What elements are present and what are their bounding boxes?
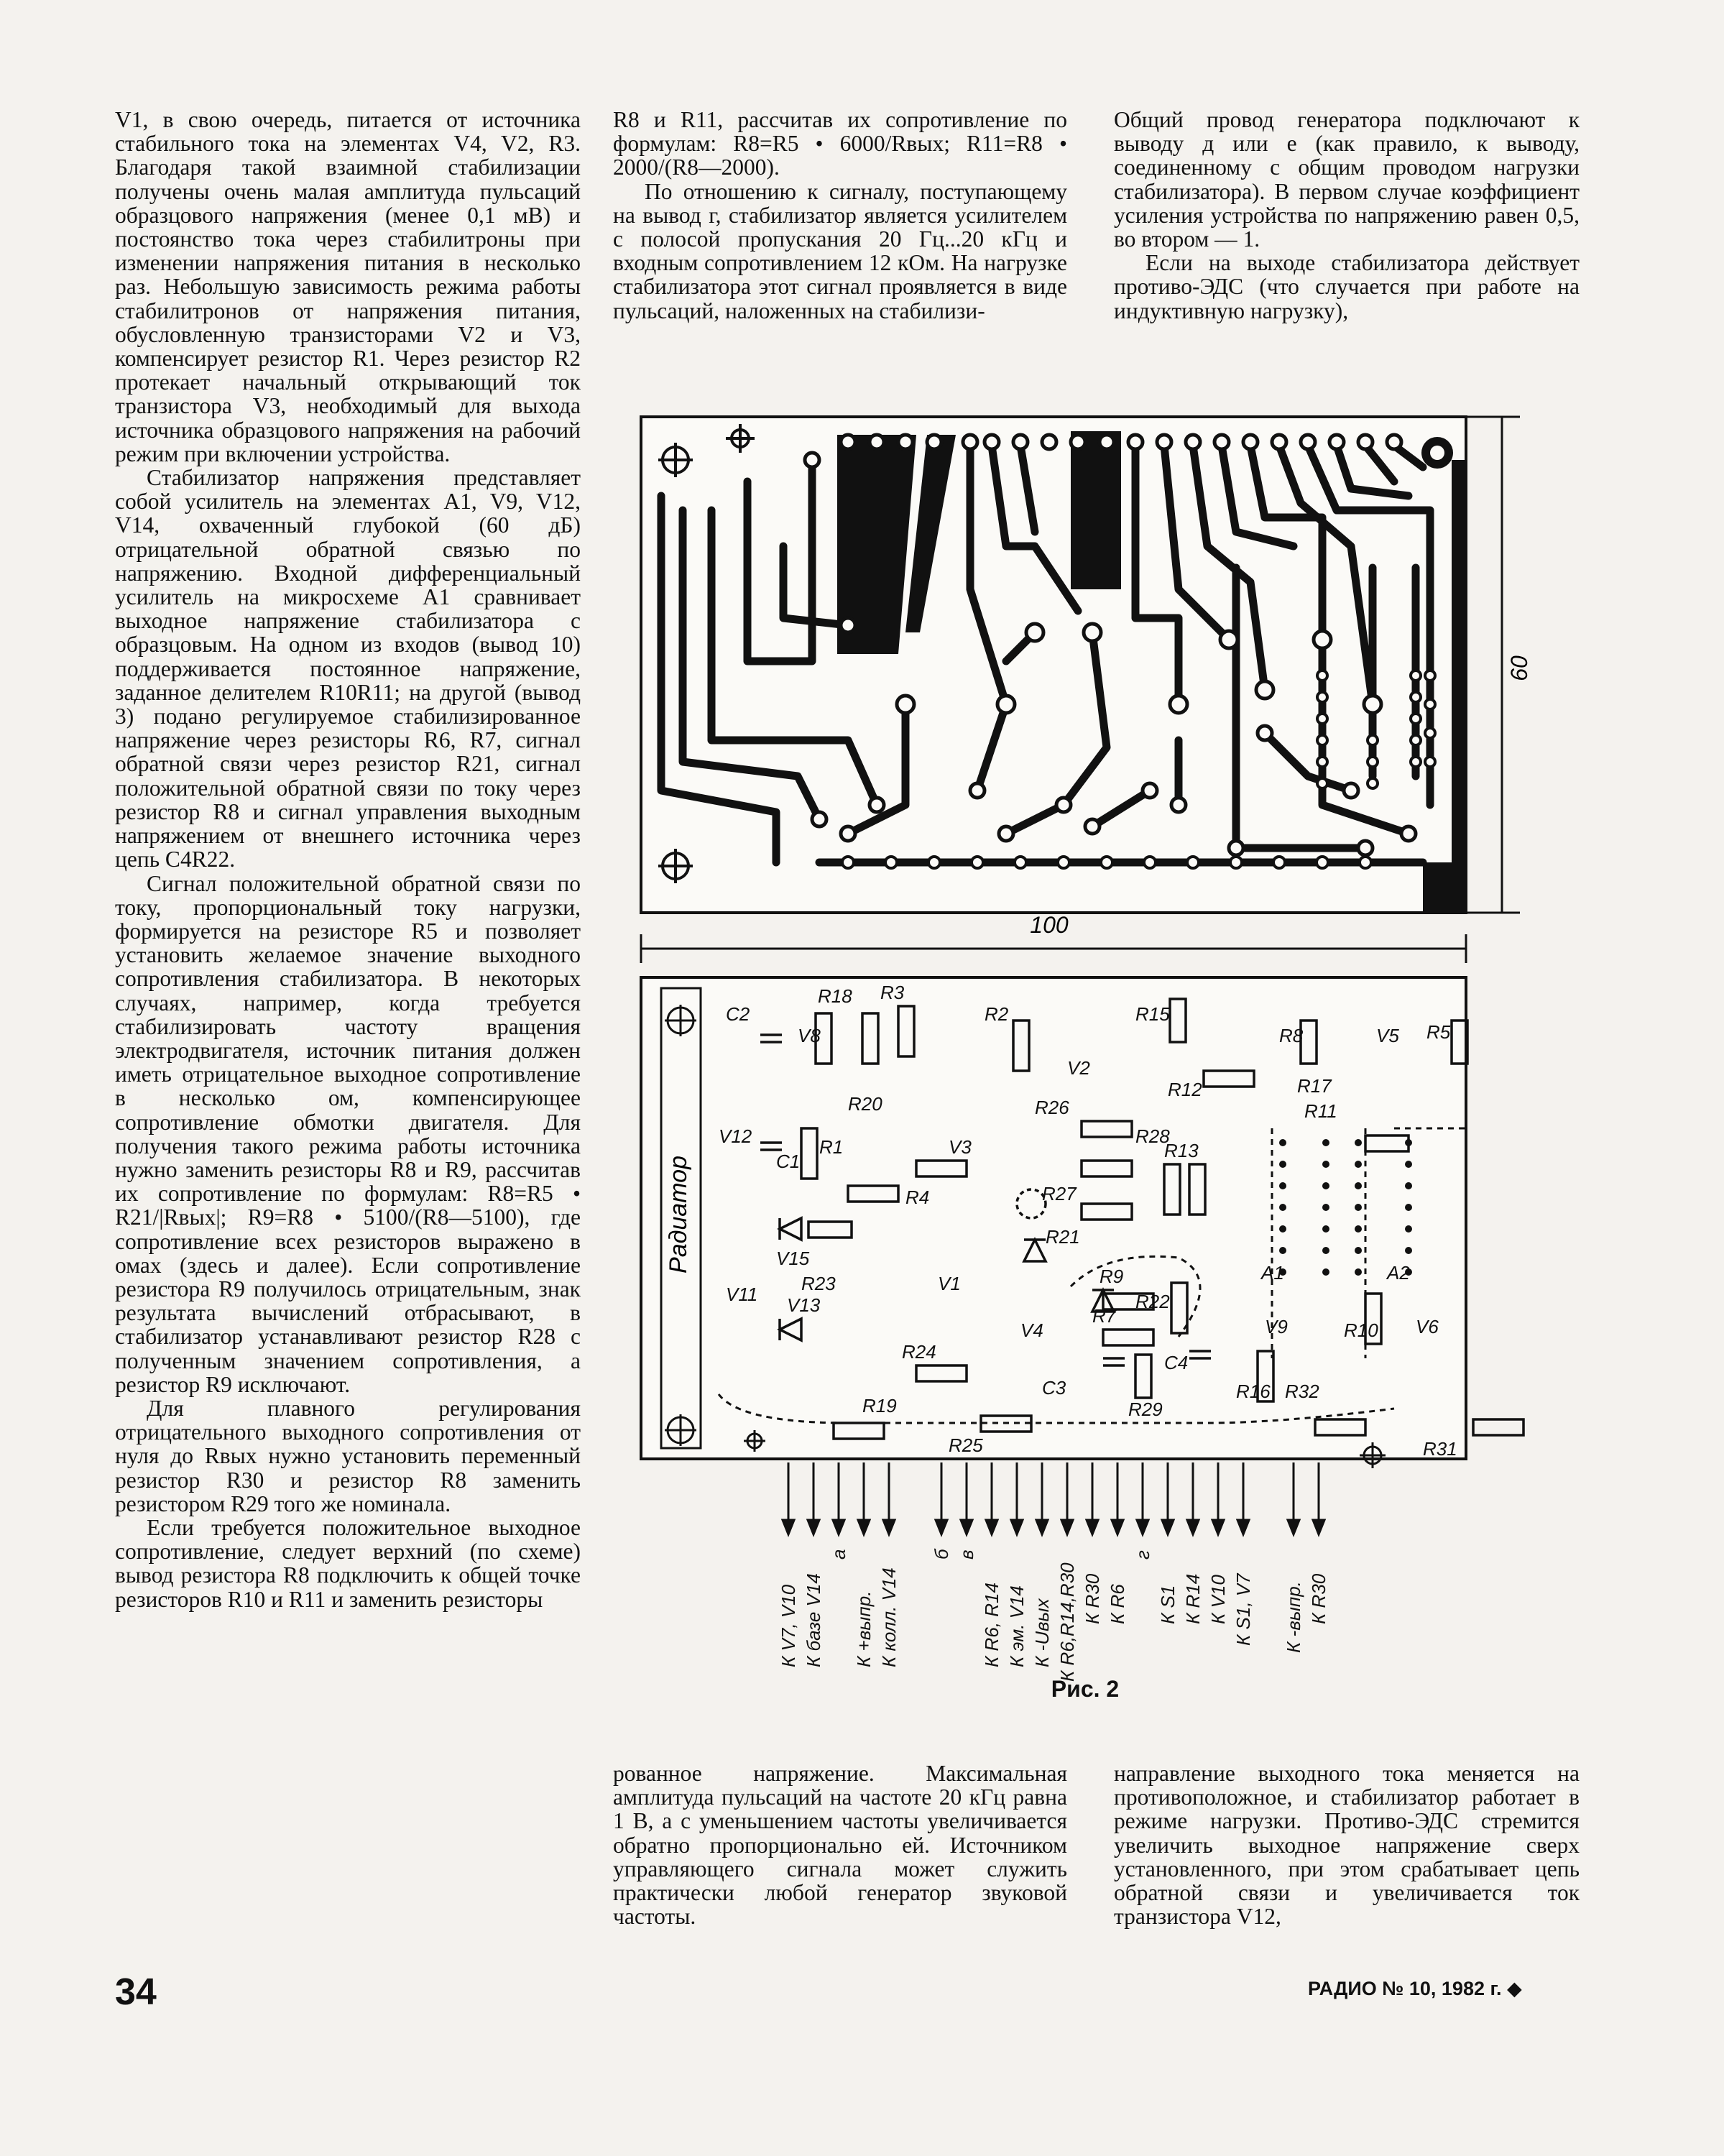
label-V1: V1 — [938, 1273, 961, 1294]
label-R2: R2 — [985, 1003, 1009, 1025]
label-A2: A2 — [1387, 1262, 1410, 1284]
pin-label: К -Uвых — [1031, 1598, 1053, 1667]
label-C3: C3 — [1042, 1377, 1066, 1399]
label-R21: R21 — [1046, 1226, 1080, 1248]
pin-label: К эм. V14 — [1006, 1585, 1028, 1667]
label-R32: R32 — [1285, 1381, 1319, 1402]
label-R11: R11 — [1304, 1100, 1337, 1122]
pin-label: К R6 — [1107, 1584, 1128, 1624]
pin-label: в — [956, 1549, 977, 1560]
text-column-2-bottom — [613, 1761, 1067, 1928]
label-V12: V12 — [719, 1125, 752, 1147]
pin-label: К базе V14 — [803, 1573, 824, 1667]
text-column-3-bottom — [1114, 1761, 1580, 1928]
label-R17: R17 — [1297, 1075, 1332, 1097]
paragraph: Если на выходе стабилизатора действует противо-ЭДС (что случается при работе на индуктивную нагрузку), — [1114, 250, 1580, 323]
pin-label: К R6, R14 — [981, 1583, 1002, 1667]
label-C4: C4 — [1164, 1352, 1189, 1373]
label-C2: C2 — [726, 1003, 750, 1025]
paragraph: По отношению к сигналу, поступающему на вывод г, стабилизатор является усилителем с полосой пропускания 20 Гц...20 кГц и входным сопротивлением 12 кОм. На нагрузке стабилизатора этот сигнал проявляется в виде пульсаций, наложенных на стабилизи- — [613, 178, 1067, 323]
label-V11: V11 — [726, 1284, 758, 1305]
label-R10: R10 — [1344, 1319, 1378, 1341]
pin-label: К R30 — [1082, 1573, 1103, 1624]
label-R18: R18 — [818, 985, 852, 1007]
label-R8: R8 — [1279, 1025, 1304, 1046]
pcb-trace-board — [641, 417, 1466, 913]
label-R26: R26 — [1035, 1097, 1069, 1118]
connector-arrows — [783, 1462, 1324, 1534]
dimension-height: 60 — [1506, 655, 1532, 681]
paragraph: Сигнал положительной обратной связи по току, пропорциональный току нагрузки, формируется на резисторе R5 и позволяет установить желаемое значение выходного сопротивления стабилизатора. В некоторых случаях, например, когда требуется стабилизировать частоту вращения электродвигателя, источник питания должен иметь отрицательное выходное сопротивление в несколько ом, компенсирующее сопротивление обмотки двигателя. Для получения такого режима работы источника нужно заменить резисторы R8 и R9, рассчитав их сопротивление по формулам: R8=R5 • R21/|Rвых|; R9=R8 • 5100/(R8—5100), где сопротивление всех резисторов выражено в омах (здесь и далее). Если сопротивление резистора R9 получилось отрицательным, знак результата вычислений отбрасывают, в стабилизатор устанавливают резистор R28 с полученным значением сопротивления, а резистор R9 исключают. — [115, 870, 581, 1397]
label-V2: V2 — [1067, 1057, 1090, 1079]
pin-label: К R14 — [1182, 1573, 1204, 1624]
paragraph: рованное напряжение. Максимальная амплитуда пульсаций на частоте 20 кГц равна 1 В, а с уменьшением частоты увеличивается обратно пропорционально ей. Источником управляющего сигнала может служить практически любой генератор звуковой частоты. — [613, 1761, 1067, 1930]
component-placement-board — [641, 977, 1524, 1468]
dimension-width: 100 — [1030, 912, 1069, 938]
paragraph: Если требуется положительное выходное сопротивление, следует верхний (по схеме) вывод резистора R8 подключить к общей точке резисторов R10 и R11 и заменить резисторы — [115, 1514, 581, 1612]
pin-label: К V7, V10 — [778, 1584, 799, 1667]
pin-label: г — [1132, 1550, 1153, 1560]
label-V6: V6 — [1416, 1316, 1439, 1337]
label-R22: R22 — [1135, 1291, 1170, 1312]
label-R13: R13 — [1164, 1140, 1199, 1161]
pin-labels — [778, 1548, 1329, 1682]
label-R19: R19 — [862, 1395, 897, 1416]
label-V4: V4 — [1020, 1319, 1043, 1341]
label-R12: R12 — [1168, 1079, 1202, 1100]
pin-label: К -выпр. — [1283, 1581, 1304, 1653]
label-R29: R29 — [1128, 1399, 1163, 1420]
pin-label: К R6,R14,R30 — [1056, 1562, 1078, 1682]
label-V13: V13 — [787, 1294, 821, 1316]
label-A1: A1 — [1261, 1262, 1284, 1284]
label-R3: R3 — [880, 982, 905, 1003]
paragraph: R8 и R11, рассчитав их сопротивление по формулам: R8=R5 • 6000/Rвых; R11=R8 • 2000/(R8—2000). — [613, 107, 1067, 180]
journal-footer: РАДИО № 10, 1982 г. ◆ — [1308, 1978, 1522, 1999]
label-V5: V5 — [1376, 1025, 1399, 1046]
paragraph: Для плавного регулирования отрицательного выходного сопротивления от нуля до Rвых нужно установить переменный резистор R30 и резистор R8 заменить резистором R29 того же номинала. — [115, 1395, 581, 1516]
label-R7: R7 — [1092, 1305, 1117, 1327]
pin-label: К +выпр. — [853, 1590, 875, 1667]
paragraph: Общий провод генератора подключают к выводу д или е (как правило, к выводу, соединенному с общим проводом нагрузки стабилизатора). В первом случае коэффициент усиления устройства по напряжению равен 0,5, во втором — 1. — [1114, 107, 1580, 252]
label-R16: R16 — [1236, 1381, 1271, 1402]
label-R5: R5 — [1426, 1021, 1451, 1043]
pin-label: К V10 — [1207, 1575, 1229, 1624]
label-V9: V9 — [1265, 1316, 1288, 1337]
label-R20: R20 — [848, 1093, 882, 1115]
radiator-label: Радиатор — [665, 1156, 692, 1273]
text-column-3-top — [1114, 108, 1580, 323]
pin-label: К R30 — [1308, 1573, 1329, 1624]
figure-caption: Рис. 2 — [1051, 1676, 1120, 1702]
pin-label: К колл. V14 — [878, 1567, 900, 1667]
label-R27: R27 — [1042, 1183, 1077, 1204]
label-R31: R31 — [1423, 1438, 1457, 1460]
page-number: 34 — [115, 1971, 157, 2013]
label-V15: V15 — [776, 1248, 810, 1269]
pin-label: К S1, V7 — [1232, 1573, 1254, 1646]
label-R28: R28 — [1135, 1125, 1170, 1147]
label-C1: C1 — [776, 1151, 801, 1172]
pcb-figure — [632, 402, 1603, 1696]
pin-label: а — [828, 1549, 849, 1560]
pin-label: К S1 — [1157, 1585, 1179, 1624]
label-R1: R1 — [819, 1136, 844, 1158]
pin-label: б — [931, 1549, 952, 1560]
label-R9: R9 — [1100, 1266, 1124, 1287]
label-R25: R25 — [949, 1434, 983, 1456]
text-column-1 — [115, 108, 581, 1611]
label-R15: R15 — [1135, 1003, 1170, 1025]
paragraph: направление выходного тока меняется на противоположное, и стабилизатор работает в режиме нагрузки. Противо-ЭДС стремится увеличить выходное напряжение сверх установленного, при этом срабатывает цепь обратной связи и увеличивается ток транзистора V12, — [1114, 1761, 1580, 1930]
label-V3: V3 — [949, 1136, 972, 1158]
paragraph: Стабилизатор напряжения представляет собой усилитель на элементах A1, V9, V12, V14, охваченный глубокой (60 дБ) отрицательной обратной связью по напряжению. Входной дифференциальный усилитель на микросхеме A1 сравнивает выходное напряжение стабилизатора с образцовым. На одном из входов (вывод 10) поддерживается постоянное напряжение, заданное делителем R10R11; на другой (вывод 3) подано регулируемое стабилизированное напряжение через резисторы R6, R7, сигнал обратной связи через резистор R21, сигнал положительной обратной связи по току через резистор R8 и сигнал управления выходным напряжением от внешнего источника через цепь C4R22. — [115, 465, 581, 872]
label-R24: R24 — [902, 1341, 936, 1363]
text-column-2-top — [613, 108, 1067, 323]
paragraph: V1, в свою очередь, питается от источника стабильного тока на элементах V4, V2, R3. Благодаря такой взаимной стабилизации получены очень малая амплитуда пульсаций образцового напряжения (менее 0,1 мВ) и постоянство тока через стабилитроны при изменении напряжения питания в несколько раз. Небольшую зависимость режима работы стабилитронов от напряжения питания, обусловленную транзисторами V2 и V3, компенсирует резистор R1. Через резистор R2 протекает начальный открывающий ток транзистора V3, необходимый для выхода источника образцового напряжения на рабочий режим при включении устройства. — [115, 107, 581, 466]
label-R4: R4 — [905, 1187, 930, 1208]
label-V8: V8 — [798, 1025, 821, 1046]
label-R23: R23 — [801, 1273, 836, 1294]
